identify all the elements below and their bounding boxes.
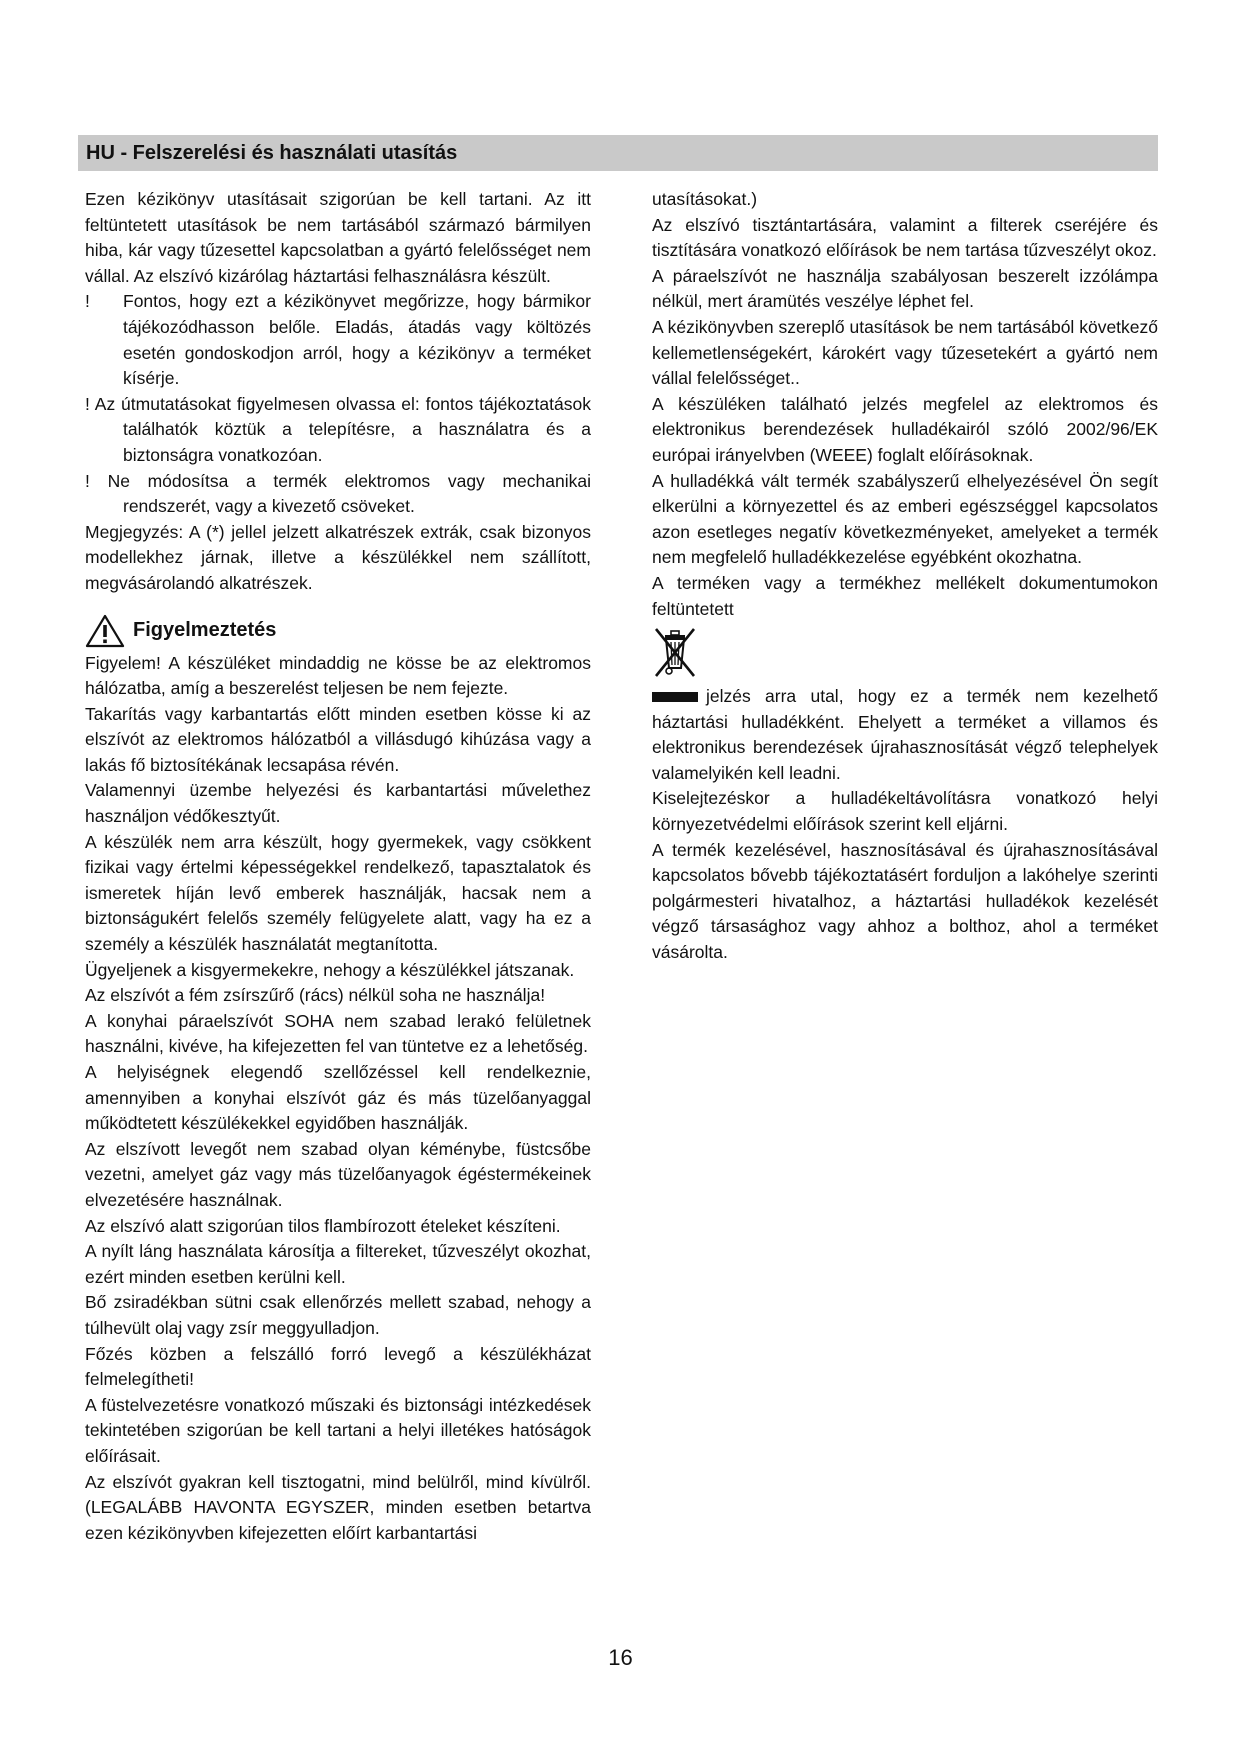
page-number: 16: [608, 1645, 633, 1670]
symbol-paragraph: [652, 684, 1158, 786]
body-paragraph: A készüléken található jelzés megfelel az elektromos és elektronikus berendezések hulladékairól szóló 2002/96/EK európai irányelvben (WEEE) foglalt előírásoknak.: [652, 393, 1158, 465]
warning-heading: [85, 611, 591, 651]
warning-title: Figyelmeztetés: [133, 618, 277, 641]
warning-paragraph: Figyelem! A készüléket mindaddig ne kösse be az elektromos hálózatba, amíg a beszerelést teljesen be nem fejezte.: [85, 652, 591, 699]
body-paragraph: A hulladékká vált termék szabályszerű elhelyezésével Ön segít elkerülni a környezettel és az emberi egészséggel kapcsolatos azon esetleges negatív következményeket, amelyeket a termék nem megfelelő hulladékkezelése egyébként okozhatna.: [652, 470, 1158, 568]
symbol-text: jelzés arra utal, hogy ez a termék nem kezelhető háztartási hulladékként. Ehelyett a terméket a villamos és elektronikus berendezések újrahasznosítását végző telephelyek valamelyikén kell leadni.: [652, 686, 1158, 783]
warning-paragraph: Az elszívót gyakran kell tisztogatni, mind belülről, mind kívülről. (LEGALÁBB HAVONTA EGYSZER, minden esetben betartva ezen kézikönyvben kifejezetten előírt karbantartási: [85, 1471, 591, 1543]
note-item: [85, 392, 591, 469]
warning-triangle-icon: [85, 614, 125, 648]
body-paragraph: utasításokat.): [652, 189, 758, 209]
exclamation-mark: !: [85, 291, 90, 312]
note-text: Az útmutatásokat figyelmesen olvassa el: fontos tájékoztatások találhatók köztük a telepítésre, a használatra és a biztonságra vonatkozóan.: [94, 393, 591, 465]
warning-paragraph: A konyhai páraelszívót SOHA nem szabad lerakó felületnek használni, kivéve, ha kifejezetten fel van tüntetve ez a lehetőség.: [85, 1010, 591, 1057]
body-paragraph: A páraelszívót ne használja szabályosan beszerelt izzólámpa nélkül, mert áramütés veszélye léphet fel.: [652, 265, 1158, 312]
black-bar-symbol: [652, 692, 698, 702]
warning-paragraph: Takarítás vagy karbantartás előtt minden esetben kösse ki az elszívót az elektromos hálózatból a villásdugó kihúzása vagy a lakás fő biztosítékának lecsapása révén.: [85, 703, 591, 775]
body-paragraph: Kiselejtezéskor a hulladékeltávolításra vonatkozó helyi környezetvédelmi előírások szerint kell eljárni.: [652, 788, 1158, 835]
warning-paragraph: Bő zsiradékban sütni csak ellenőrzés mellett szabad, nehogy a túlhevült olaj vagy zsír meggyulladjon.: [85, 1292, 591, 1338]
body-paragraph: A terméken vagy a termékhez mellékelt dokumentumokon feltüntetett: [652, 572, 1158, 619]
warning-paragraph: Ügyeljenek a kisgyermekekre, nehogy a készülékkel játszanak.: [85, 959, 575, 980]
body-paragraph: A kézikönyvben szereplő utasítások be nem tartásából következő kellemetlenségekért, károkért vagy tűzesetekért a gyártó nem vállal felelősséget..: [652, 316, 1158, 389]
warning-paragraph: Az elszívót a fém zsírszűrő (rács) nélkül soha ne használja!: [85, 985, 546, 1006]
warning-paragraph: A helyiségnek elegendő szellőzéssel kell rendelkeznie, amennyiben a konyhai elszívót gáz és más tüzelőanyaggal működtetett készülékekkel egyidőben használják.: [85, 1062, 591, 1134]
section-header: HU - Felszerelési és használati utasítás: [78, 135, 1158, 171]
remark-paragraph: Megjegyzés: A (*) jellel jelzett alkatrészek extrák, csak bizonyos modellekhez járnak, illetve a készülékkel nem szállított, megvásárolandó alkatrészek.: [85, 521, 591, 593]
left-column: [85, 187, 591, 1546]
intro-paragraph: Ezen kézikönyv utasításait szigorúan be kell tartani. Az itt feltüntetett utasítások be nem tartásából származó bármilyen hiba, kár vagy tűzesettel kapcsolatban a gyártó felelősséget nem vállal. Az elszívó kizárólag háztartási felhasználásra készült.: [85, 189, 591, 286]
right-column: [652, 187, 1158, 966]
body-paragraph: Az elszívó tisztántartására, valamint a filterek cseréjére és tisztítására vonatkozó előírások be nem tartása tűzveszélyt okoz.: [652, 214, 1158, 261]
body-paragraph: A termék kezelésével, hasznosításával és újrahasznosításával kapcsolatos bővebb tájékoztatásért forduljon a lakóhelye szerinti polgármesteri hivatalhoz, a háztartási hulladékok kezelését végző társasághoz vagy ahhoz a bolthoz, ahol a terméket vásárolta.: [652, 839, 1158, 963]
note-text: Ne módosítsa a termék elektromos vagy mechanikai rendszerét, vagy a kivezető csöveket.: [107, 470, 591, 517]
warning-paragraph: Az elszívott levegőt nem szabad olyan kéménybe, füstcsőbe vezetni, amelyet gáz vagy más tüzelőanyagok égéstermékeinek elvezetésére használnak.: [85, 1138, 591, 1210]
warning-paragraph: A füstelvezetésre vonatkozó műszaki és biztonsági intézkedések tekintetében szigorúan be kell tartani a helyi illetékes hatóságok előírásait.: [85, 1394, 591, 1466]
exclamation-mark: !: [85, 470, 90, 491]
warning-paragraph: A nyílt láng használata károsítja a filtereket, tűzveszélyt okozhat, ezért minden esetben kerülni kell.: [85, 1241, 591, 1287]
warning-paragraph: A készülék nem arra készült, hogy gyermekek, vagy csökkent fizikai vagy értelmi képességekkel rendelkező, tapasztalatok és ismeretek híján levő emberek használják, hacsak nem a biztonságukért felelős személy felügyelete alatt, vagy ha ez a személy a készülék használatát megtanította.: [85, 831, 591, 955]
note-text: Fontos, hogy ezt a kézikönyvet megőrizze, hogy bármikor tájékozódhasson belőle. Eladás, átadás vagy költözés esetén gondoskodjon arról, hogy a kézikönyv a terméket kísérje.: [123, 291, 591, 389]
warning-paragraph: Főzés közben a felszálló forró levegő a készülékházat felmelegítheti!: [85, 1343, 591, 1390]
exclamation-mark: !: [85, 393, 90, 414]
warning-paragraph: Az elszívó alatt szigorúan tilos flambírozott ételeket készíteni.: [85, 1215, 561, 1236]
warning-paragraph: Valamennyi üzembe helyezési és karbantartási művelethez használjon védőkesztyűt.: [85, 780, 591, 827]
note-item: [85, 289, 591, 391]
crossed-bin-icon: [652, 626, 698, 680]
note-item: [85, 469, 591, 520]
